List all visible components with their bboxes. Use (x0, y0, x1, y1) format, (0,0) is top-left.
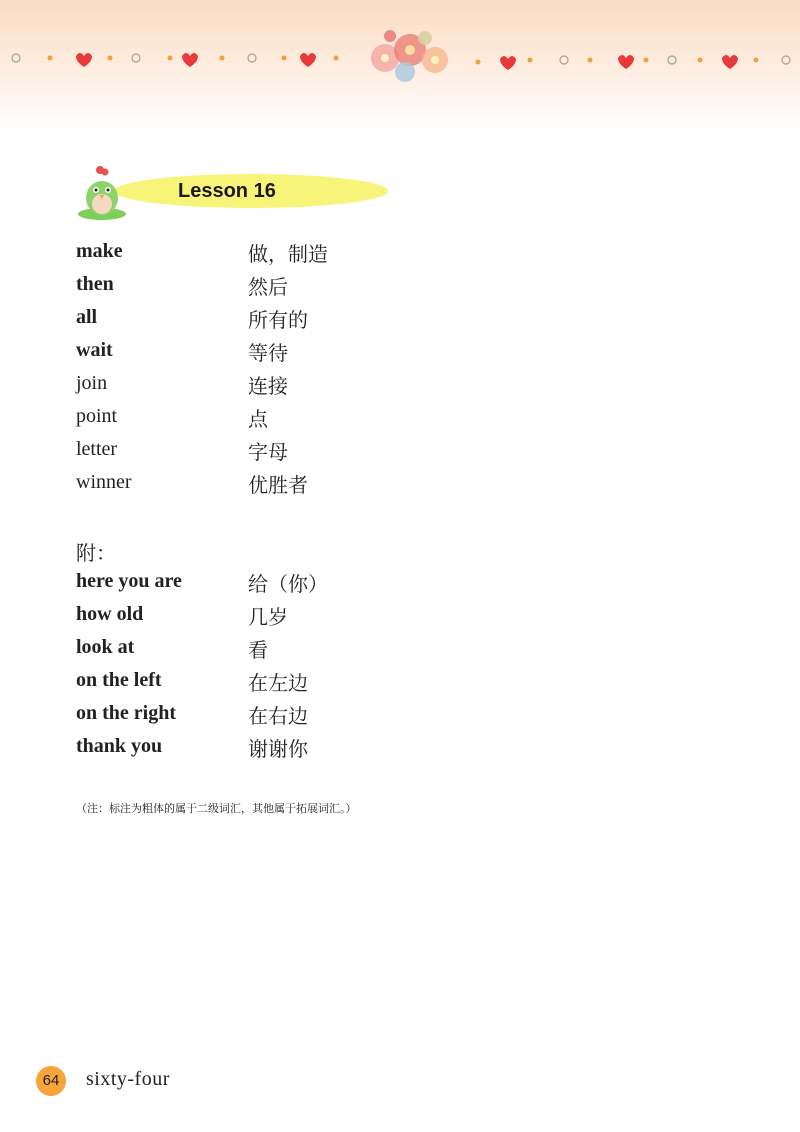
chinese-meaning: 在右边 (248, 704, 308, 728)
english-phrase: how old (76, 603, 144, 625)
chinese-meaning: 做，制造 (248, 242, 328, 266)
english-word: letter (76, 438, 118, 460)
appendix-list (76, 566, 476, 764)
vocab-row (76, 434, 476, 467)
english-word: all (76, 306, 98, 328)
chinese-meaning: 字母 (248, 440, 288, 464)
vocab-row (76, 269, 476, 302)
english-phrase: thank you (76, 735, 163, 757)
page-number-badge: 64 (36, 1066, 66, 1096)
chinese-meaning: 谢谢你 (248, 737, 308, 761)
vocab-row (76, 236, 476, 269)
header-band (0, 0, 800, 130)
footnote: （注：标注为粗体的属于二级词汇，其他属于拓展词汇。） (76, 802, 357, 815)
appendix-row (76, 698, 476, 731)
english-word: join (76, 372, 108, 394)
appendix-row (76, 665, 476, 698)
chinese-meaning: 看 (248, 638, 268, 662)
chinese-meaning: 所有的 (248, 308, 308, 332)
chinese-meaning: 优胜者 (248, 473, 308, 497)
english-phrase: here you are (76, 570, 182, 592)
chinese-meaning: 点 (248, 407, 268, 431)
chinese-meaning: 在左边 (248, 671, 308, 695)
lesson-header (74, 160, 394, 222)
appendix-row (76, 599, 476, 632)
english-phrase: on the left (76, 669, 162, 691)
english-word: make (76, 240, 123, 262)
vocab-row (76, 302, 476, 335)
english-word: point (76, 405, 118, 427)
english-phrase: on the right (76, 702, 176, 724)
appendix-row (76, 731, 476, 764)
page-number-words: sixty-four (86, 1068, 170, 1090)
english-phrase: look at (76, 636, 135, 658)
lesson-title: Lesson 16 (178, 180, 276, 202)
vocab-row (76, 368, 476, 401)
appendix-heading: 附： (76, 541, 116, 565)
vocab-row (76, 335, 476, 368)
english-word: winner (76, 471, 132, 493)
decorative-border (0, 48, 800, 72)
flower-bouquet-icon (355, 20, 465, 90)
appendix-row (76, 632, 476, 665)
english-word: wait (76, 339, 113, 361)
chinese-meaning: 几岁 (248, 605, 288, 629)
chinese-meaning: 连接 (248, 374, 288, 398)
chinese-meaning: 然后 (248, 275, 288, 299)
vocabulary-list (76, 236, 476, 500)
english-word: then (76, 273, 114, 295)
appendix-row (76, 566, 476, 599)
vocab-row (76, 401, 476, 434)
vocab-row (76, 467, 476, 500)
chinese-meaning: 给（你） (248, 572, 328, 596)
bird-mascot-icon (74, 160, 132, 222)
chinese-meaning: 等待 (248, 341, 288, 365)
